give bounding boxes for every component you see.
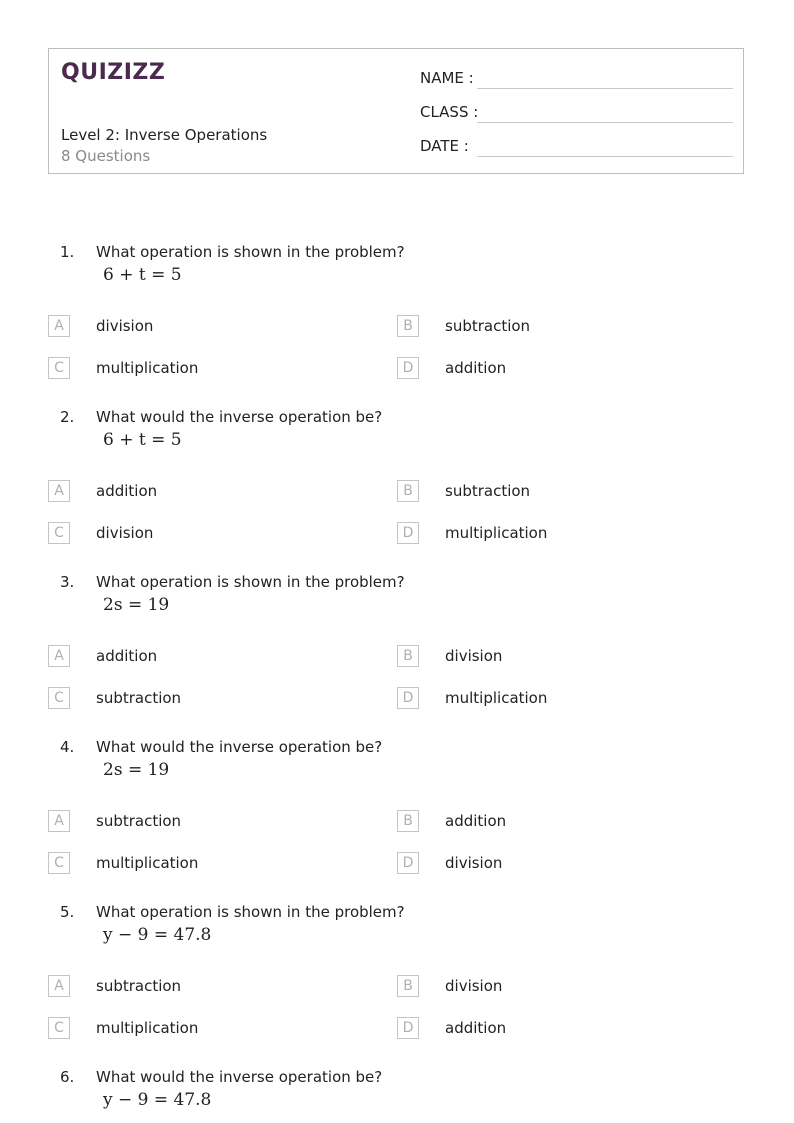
option-text: subtraction — [96, 812, 182, 830]
name-field[interactable] — [420, 67, 733, 89]
option-letter-box[interactable]: B — [397, 480, 419, 502]
date-field[interactable] — [420, 135, 733, 157]
option-letter-box[interactable]: D — [397, 357, 419, 379]
option-letter-box[interactable]: B — [397, 645, 419, 667]
question-expression: 2s = 19 — [103, 760, 170, 780]
option-text: division — [96, 317, 154, 335]
class-field[interactable] — [420, 101, 733, 123]
option-letter-box[interactable]: A — [48, 810, 70, 832]
quizizz-logo: QUIZIZZ — [61, 60, 166, 85]
class-line[interactable] — [477, 122, 733, 123]
option-letter-box[interactable]: C — [48, 522, 70, 544]
option-text: addition — [96, 647, 158, 665]
name-line[interactable] — [477, 88, 733, 89]
question-number: 4. — [60, 738, 75, 756]
question-number: 6. — [60, 1068, 75, 1086]
option-letter-box[interactable]: A — [48, 315, 70, 337]
worksheet-title: Level 2: Inverse Operations — [61, 126, 268, 144]
option-text: subtraction — [445, 482, 531, 500]
question-expression: y − 9 = 47.8 — [103, 1090, 212, 1110]
name-label: NAME : — [420, 69, 474, 87]
question-expression: 6 + t = 5 — [103, 430, 182, 450]
question-text: What would the inverse operation be? — [96, 408, 383, 426]
option-text: division — [445, 977, 503, 995]
question-number: 3. — [60, 573, 75, 591]
question-text: What would the inverse operation be? — [96, 738, 383, 756]
date-label: DATE : — [420, 137, 469, 155]
question-count: 8 Questions — [61, 147, 151, 165]
option-letter-box[interactable]: A — [48, 975, 70, 997]
option-text: subtraction — [96, 689, 182, 707]
question-number: 1. — [60, 243, 75, 261]
option-text: addition — [445, 812, 507, 830]
option-letter-box[interactable]: B — [397, 810, 419, 832]
option-text: multiplication — [96, 1019, 199, 1037]
option-letter-box[interactable]: C — [48, 1017, 70, 1039]
option-letter-box[interactable]: C — [48, 357, 70, 379]
option-text: division — [96, 524, 154, 542]
option-letter-box[interactable]: C — [48, 852, 70, 874]
option-text: multiplication — [96, 854, 199, 872]
option-letter-box[interactable]: B — [397, 315, 419, 337]
question-text: What operation is shown in the problem? — [96, 903, 405, 921]
question-text: What would the inverse operation be? — [96, 1068, 383, 1086]
option-text: subtraction — [96, 977, 182, 995]
option-letter-box[interactable]: D — [397, 522, 419, 544]
question-expression: 2s = 19 — [103, 595, 170, 615]
option-text: multiplication — [445, 689, 548, 707]
worksheet-header — [48, 48, 744, 174]
question-text: What operation is shown in the problem? — [96, 573, 405, 591]
class-label: CLASS : — [420, 103, 479, 121]
option-text: division — [445, 854, 503, 872]
question-number: 2. — [60, 408, 75, 426]
option-letter-box[interactable]: A — [48, 645, 70, 667]
question-expression: y − 9 = 47.8 — [103, 925, 212, 945]
option-letter-box[interactable]: A — [48, 480, 70, 502]
date-line[interactable] — [477, 156, 733, 157]
option-letter-box[interactable]: D — [397, 1017, 419, 1039]
option-text: multiplication — [445, 524, 548, 542]
option-text: addition — [96, 482, 158, 500]
question-text: What operation is shown in the problem? — [96, 243, 405, 261]
option-text: subtraction — [445, 317, 531, 335]
question-expression: 6 + t = 5 — [103, 265, 182, 285]
option-text: multiplication — [96, 359, 199, 377]
option-letter-box[interactable]: D — [397, 852, 419, 874]
option-letter-box[interactable]: B — [397, 975, 419, 997]
question-number: 5. — [60, 903, 75, 921]
option-letter-box[interactable]: C — [48, 687, 70, 709]
option-text: addition — [445, 359, 507, 377]
option-text: addition — [445, 1019, 507, 1037]
option-text: division — [445, 647, 503, 665]
option-letter-box[interactable]: D — [397, 687, 419, 709]
